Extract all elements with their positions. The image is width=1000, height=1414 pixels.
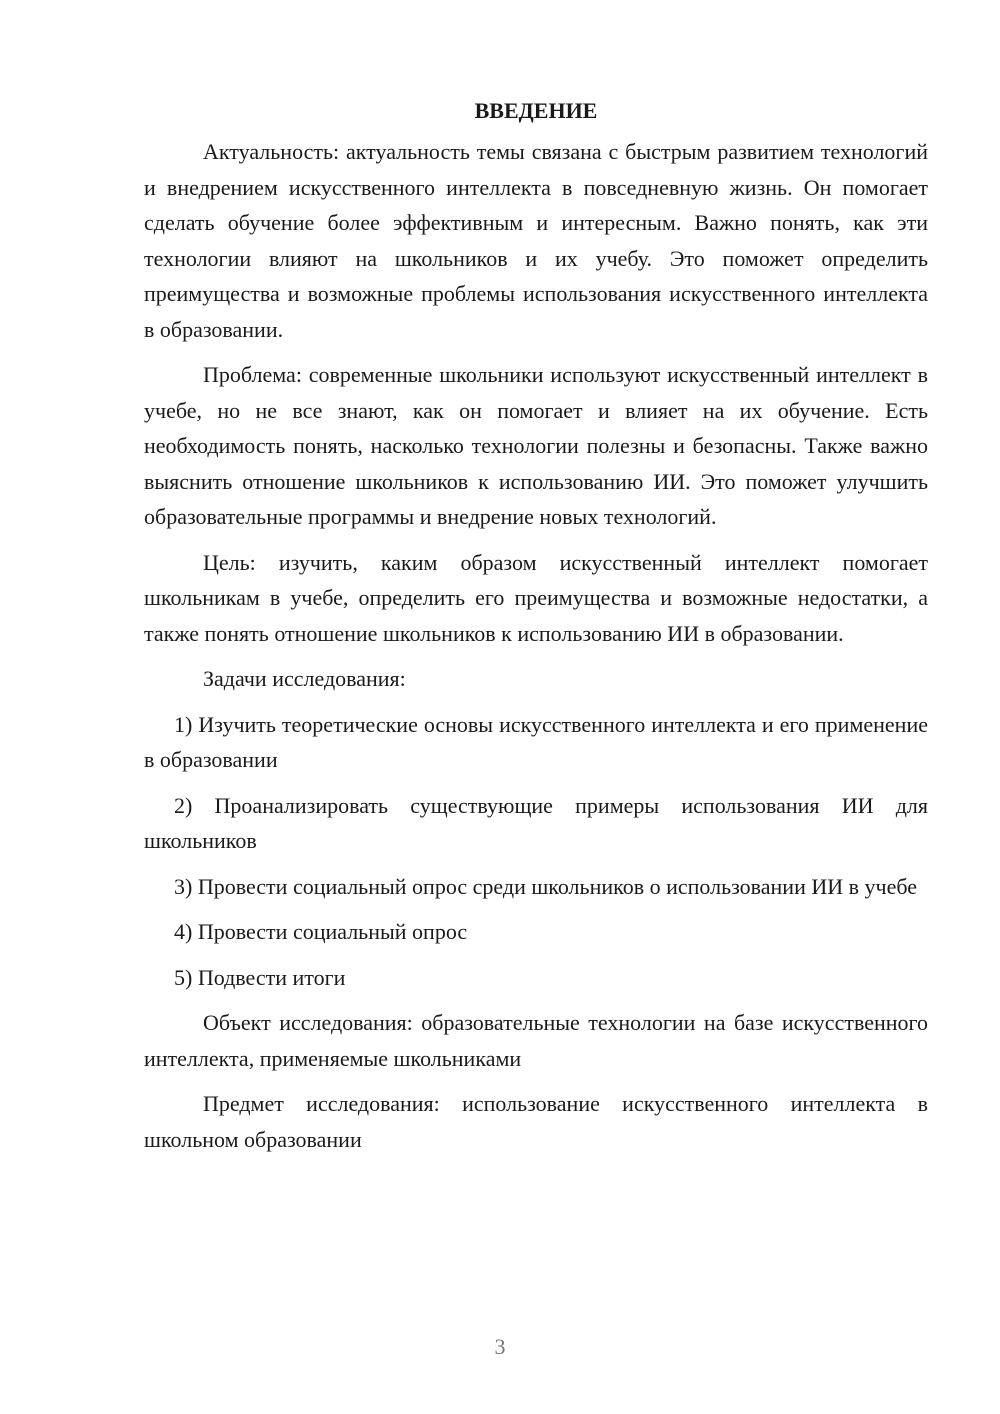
task-item: 2) Проанализировать существующие примеры использования ИИ для школьников [144,792,928,853]
tasks-heading: Задачи исследования: [203,666,406,691]
page-number: 3 [494,1334,506,1359]
relevance-paragraph: Актуальность: актуальность темы связана с быстрым развитием технологий и внедрением искусственного интеллекта в повседневную жизнь. Он помогает сделать обучение более эффективным и интересным. Важно понять, как эти технологии влияют на школьников и их учебу. Это поможет определить преимущества и возможные проблемы использования искусственного интеллекта в образовании. [144,139,928,342]
task-item: 1) Изучить теоретические основы искусственного интеллекта и его применение в образовании [144,711,928,772]
goal-paragraph: Цель: изучить, каким образом искусственный интеллект помогает школьникам в учебе, определить его преимущества и возможные недостатки, а также понять отношение школьников к использованию ИИ в образовании. [144,549,928,646]
task-item: 5) Подвести итоги [174,964,346,990]
section-title: ВВЕДЕНИЕ [474,98,598,123]
document-page [144,96,928,1167]
object-paragraph: Объект исследования: образовательные технологии на базе искусственного интеллекта, применяемые школьниками [144,1010,928,1071]
task-item: 4) Провести социальный опрос [174,919,468,944]
problem-paragraph: Проблема: современные школьники используют искусственный интеллект в учебе, но не все знают, как он помогает и влияет на их обучение. Есть необходимость понять, насколько технологии полезны и безопасны. Также важно выяснить отношение школьников к использованию ИИ. Это поможет улучшить образовательные программы и внедрение новых технологий. [144,362,928,529]
task-item: 3) Провести социальный опрос среди школьников о использовании ИИ в учебе [174,873,918,899]
subject-paragraph: Предмет исследования: использование искусственного интеллекта в школьном образовании [144,1091,928,1152]
